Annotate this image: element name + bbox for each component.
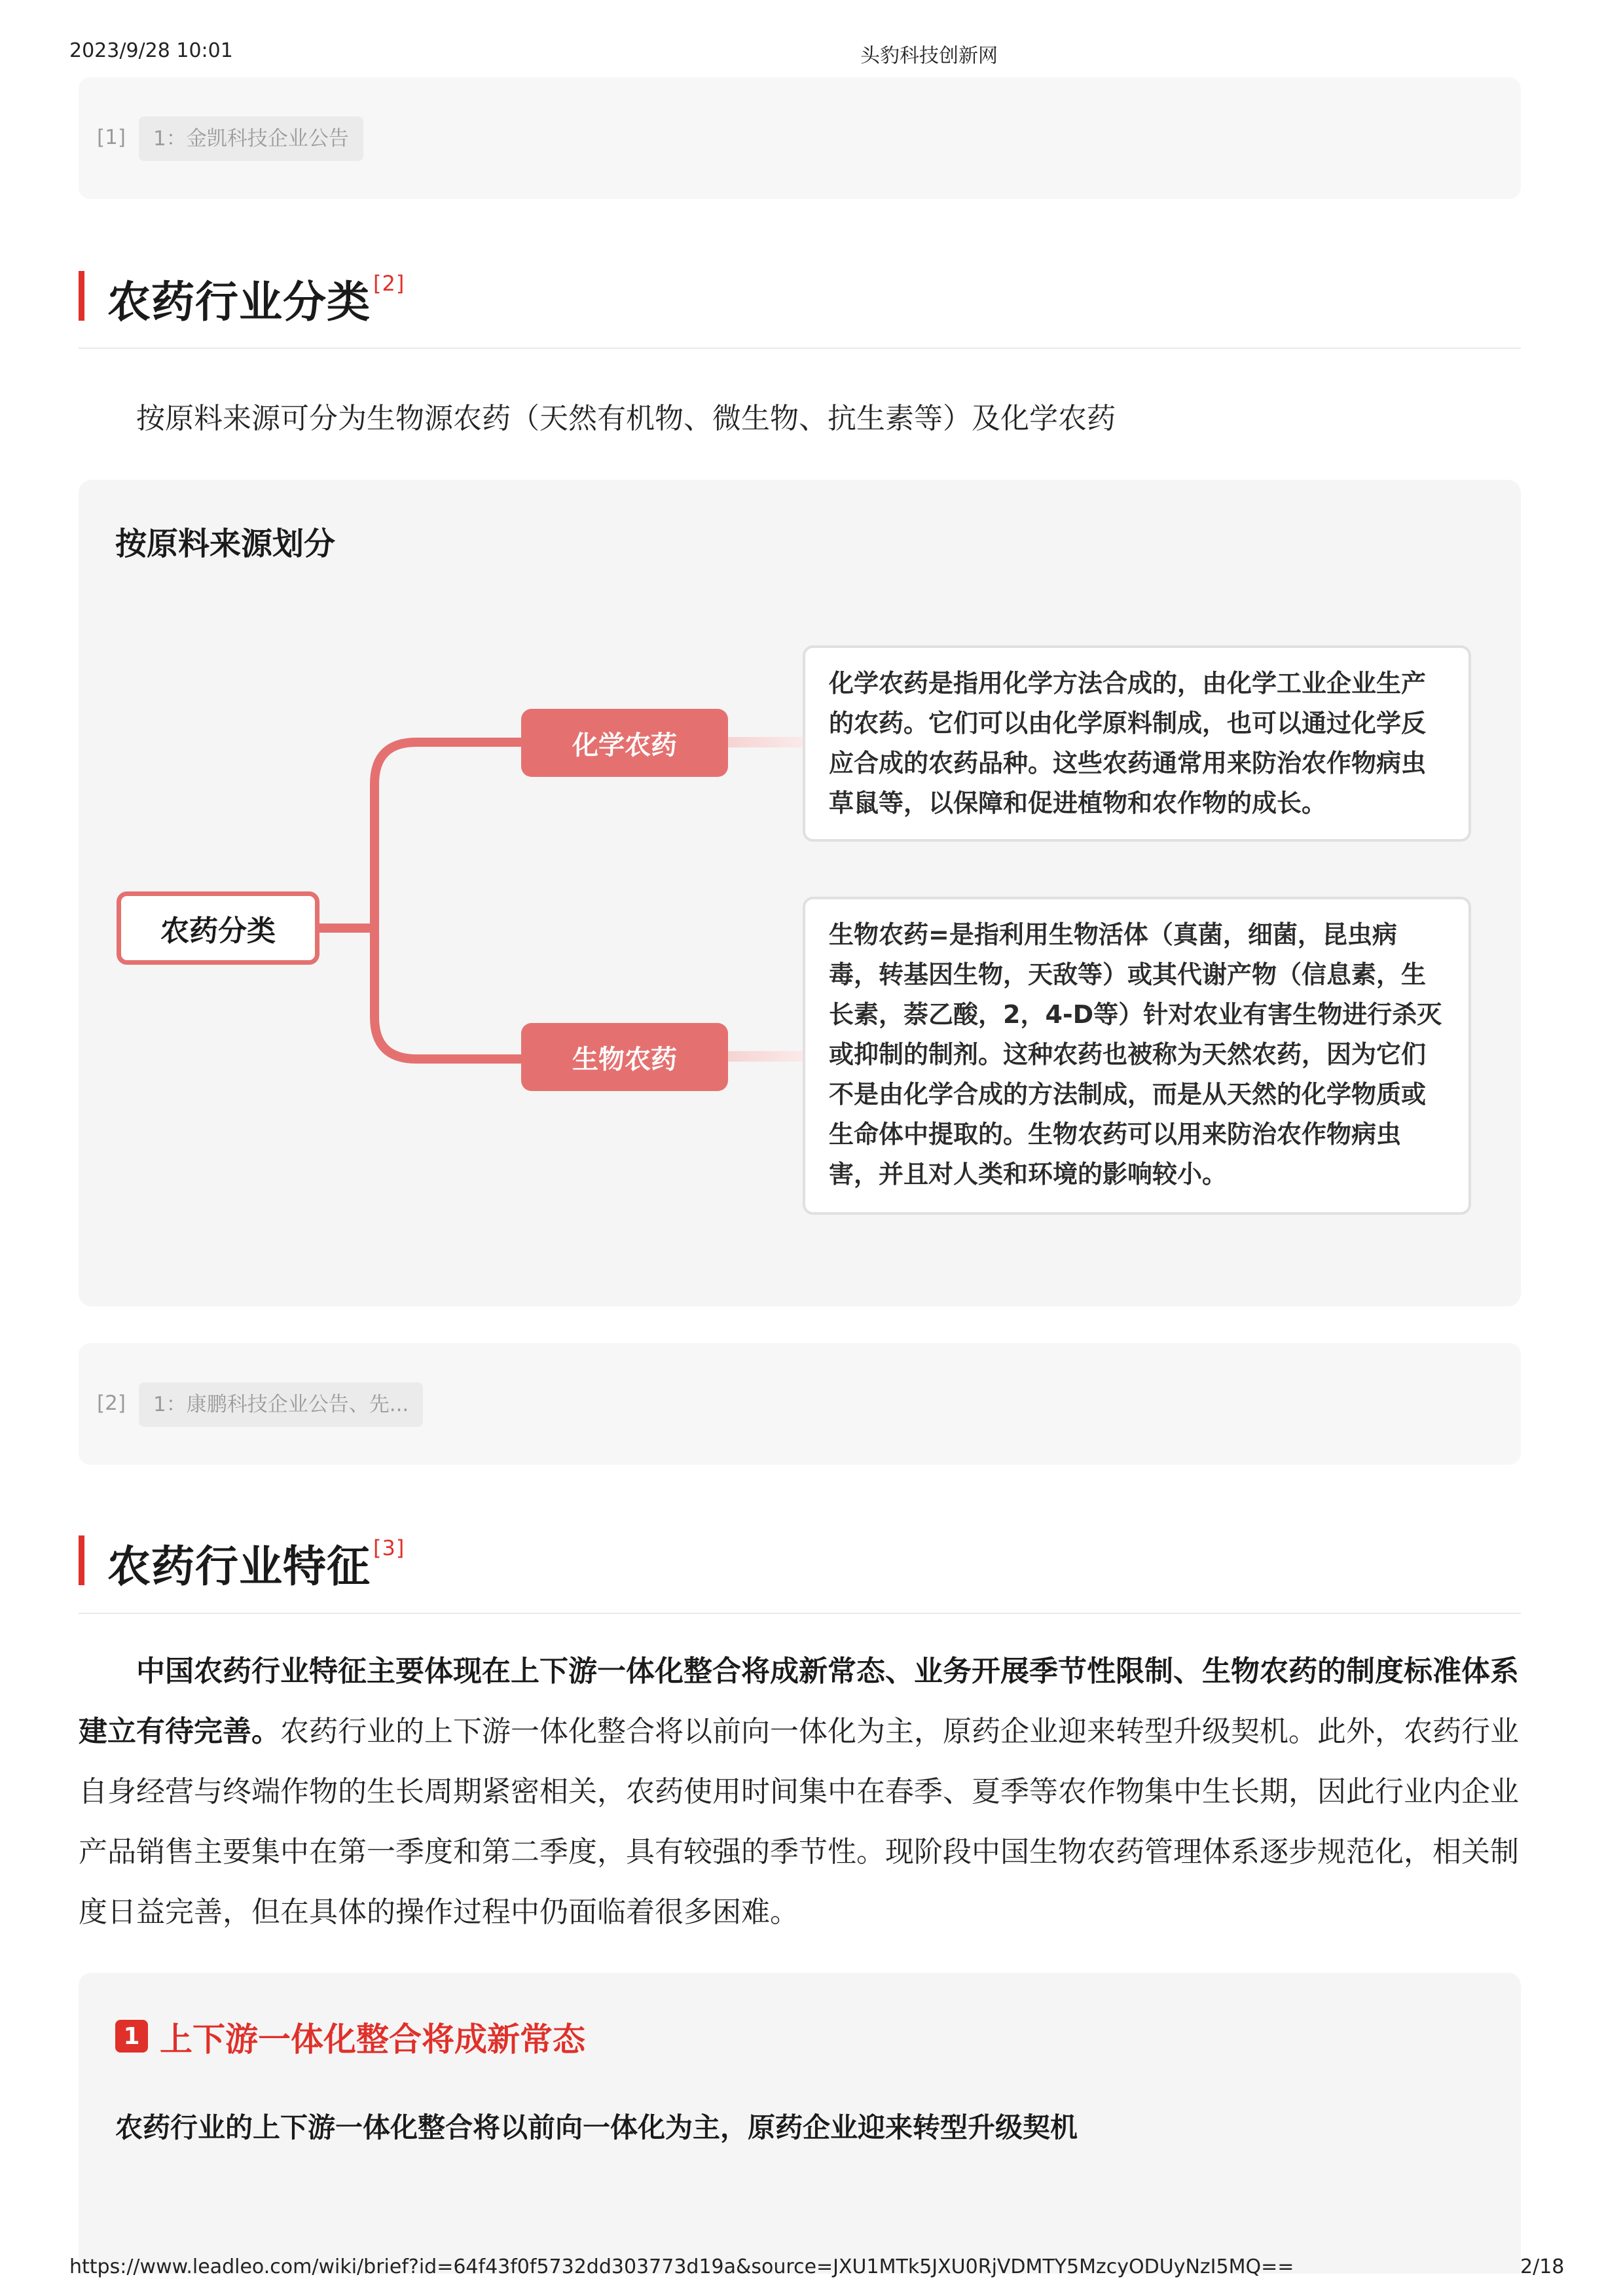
connector-fade: [728, 1051, 804, 1062]
reference-link[interactable]: 1：金凯科技企业公告: [139, 117, 363, 161]
section-accent-bar: [79, 1535, 84, 1585]
citation-link[interactable]: [2]: [373, 271, 405, 296]
mindmap-title: 按原料来源划分: [115, 526, 336, 562]
reference-number: [1]: [97, 126, 126, 149]
mindmap-root-node: 农药分类: [117, 891, 319, 965]
print-datetime: 2023/9/28 10:01: [69, 39, 233, 62]
mindmap-desc-chemical: 化学农药是指用化学方法合成的，由化学工业企业生产的农药。它们可以由化学原料制成，也可以通过化学反应合成的农药品种。这些农药通常用来防治农作物病虫草鼠等，以保障和促进植物和农作物的成长。: [803, 645, 1471, 842]
paragraph-body: 农药行业的上下游一体化整合将以前向一体化为主，原药企业迎来转型升级契机。此外，农药行业自身经营与终端作物的生长周期紧密相关，农药使用时间集中在春季、夏季等农作物集中生长期，因此行业内企业产品销售主要集中在第一季度和第二季度，具有较强的季节性。现阶段中国生物农药管理体系逐步规范化，相关制度日益完善，但在具体的操作过程中仍面临着很多困难。: [79, 1715, 1519, 1929]
section-title: 农药行业分类 [2]: [107, 271, 405, 327]
page-number: 2/18: [1520, 2255, 1565, 2278]
mindmap-desc-biological: 生物农药=是指利用生物活体（真菌，细菌，昆虫病毒，转基因生物，天敌等）或其代谢产物（信息素，生长素，萘乙酸，2，4-D等）针对农业有害生物进行杀灭或抑制的制剂。这种农药也被称为天然农药，因为它们不是由化学合成的方法制成，而是从天然的化学物质或生命体中提取的。生物农药可以用来防治农作物病虫害，并且对人类和环境的影响较小。: [803, 897, 1471, 1215]
citation-link[interactable]: [3]: [373, 1535, 405, 1560]
mindmap-branch-biological: 生物农药: [521, 1023, 728, 1091]
feature-subtitle: 农药行业的上下游一体化整合将以前向一体化为主，原药企业迎来转型升级契机: [115, 2111, 1078, 2144]
paragraph-lead: 中国农药行业特征主要体现在上下游一体化整合将成新常态、业务开展季节性限制、生物农药的制度标准体系建立有待完善。: [79, 1655, 1519, 1748]
intro-text: 按原料来源可分为生物源农药（天然有机物、微生物、抗生素等）及化学农药: [136, 402, 1116, 435]
section-title: 农药行业特征 [3]: [107, 1535, 405, 1592]
reference-link[interactable]: 1：康鹏科技企业公告、先...: [139, 1382, 423, 1427]
body-paragraph: [79, 1641, 1521, 1943]
section-divider: [79, 1613, 1521, 1614]
connector-fade: [728, 737, 804, 747]
mindmap-branch-chemical: 化学农药: [521, 709, 728, 777]
page-url: https://www.leadleo.com/wiki/brief?id=64f43f0f5732dd303773d19a&source=JXU1MTk5JXU0RjVDMTY5MzcyODUyNzI5MQ==: [69, 2255, 1294, 2278]
reference-number: [2]: [97, 1391, 126, 1415]
feature-number-badge: 1: [115, 2020, 148, 2053]
site-name: 头豹科技创新网: [860, 45, 998, 67]
connector-branches: [374, 742, 521, 1059]
feature-title: 上下游一体化整合将成新常态: [160, 2020, 585, 2058]
